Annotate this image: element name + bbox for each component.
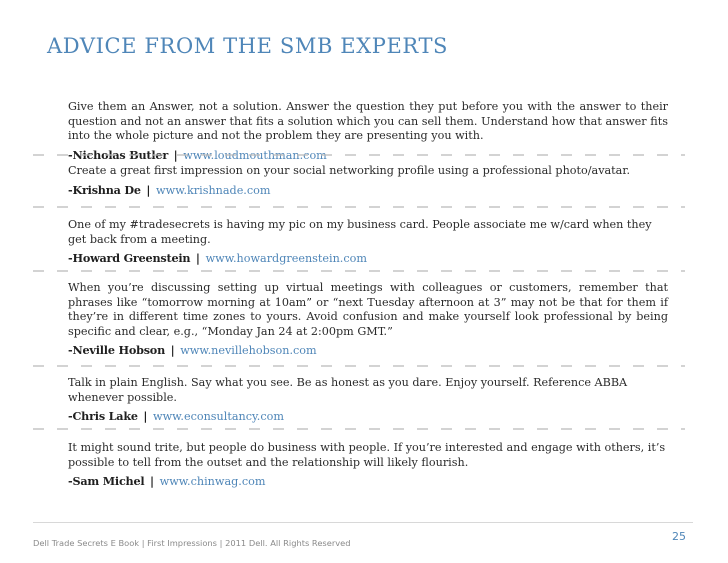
tip-6 [68,441,668,490]
author-website-link[interactable]: www.nevillehobson.com [180,344,317,358]
tip-text: Create a great first impression on your social networking profile using a professional photo/avatar. [68,164,631,177]
dashed-divider [33,365,685,367]
page-number: 25 [672,530,686,543]
tip-text: Talk in plain English. Say what you see. Be as honest as you dare. Enjoy yourself. Reference ABBA whenever possible. [68,376,628,404]
tip-4 [68,281,668,359]
dashed-divider [33,428,685,430]
dashed-divider [33,270,685,272]
tip-3 [68,218,668,267]
tip-2 [68,164,668,198]
dashed-divider [33,154,685,156]
footer-rule [33,522,693,523]
author-name: -Sam Michel [68,474,145,489]
author-website-link[interactable]: www.chinwag.com [159,475,266,489]
attribution-separator: | [170,343,175,358]
author-website-link[interactable]: www.econsultancy.com [153,410,284,424]
tip-text: Give them an Answer, not a solution. Answer the question they put before you with the answer to their question and not an answer that fits a solution which you can sell them. Understand how that answer fits into the whole picture and not the problem they are presenting you with. [68,100,668,143]
author-website-link[interactable]: www.krishnade.com [156,183,271,197]
attribution-separator: | [173,147,178,162]
attribution-separator: | [150,474,155,489]
author-website-link[interactable]: www.howardgreenstein.com [205,252,367,266]
author-name: -Neville Hobson [68,343,165,358]
footer-text: Dell Trade Secrets E Book | First Impressions | 2011 Dell. All Rights Reserved [33,538,351,548]
attribution-separator: | [146,182,151,197]
author-name: -Nicholas Butler [68,147,169,162]
tip-text: When you’re discussing setting up virtual meetings with colleagues or customers, remember that phrases like “tomorrow morning at 10am” or “next Tuesday afternoon at 3” may not be that for them if they’re in different time zones to yours. Avoid confusion and make yourself look professional by being specific and clear, e.g., “Monday Jan 24 at 2:00pm GMT.” [68,281,668,338]
dashed-divider [33,206,685,208]
tip-attribution [68,183,668,199]
author-name: -Howard Greenstein [68,251,191,266]
tip-text: One of my #tradesecrets is having my pic on my business card. People associate me w/card when they get back from a meeting. [68,218,652,246]
tip-attribution [68,251,668,267]
tip-attribution [68,474,668,490]
author-name: -Krishna De [68,182,141,197]
tip-text: It might sound trite, but people do business with people. If you’re interested and engage with others, it’s possible to tell from the outset and the relationship will likely flourish. [68,441,666,469]
page-heading: ADVICE FROM THE SMB EXPERTS [47,34,449,58]
tip-attribution [68,409,668,425]
tip-5 [68,376,668,425]
author-website-link[interactable]: www.loudmouthman.com [183,148,327,162]
author-name: -Chris Lake [68,409,138,424]
attribution-separator: | [195,251,200,266]
attribution-separator: | [143,409,148,424]
tip-attribution [68,343,668,359]
